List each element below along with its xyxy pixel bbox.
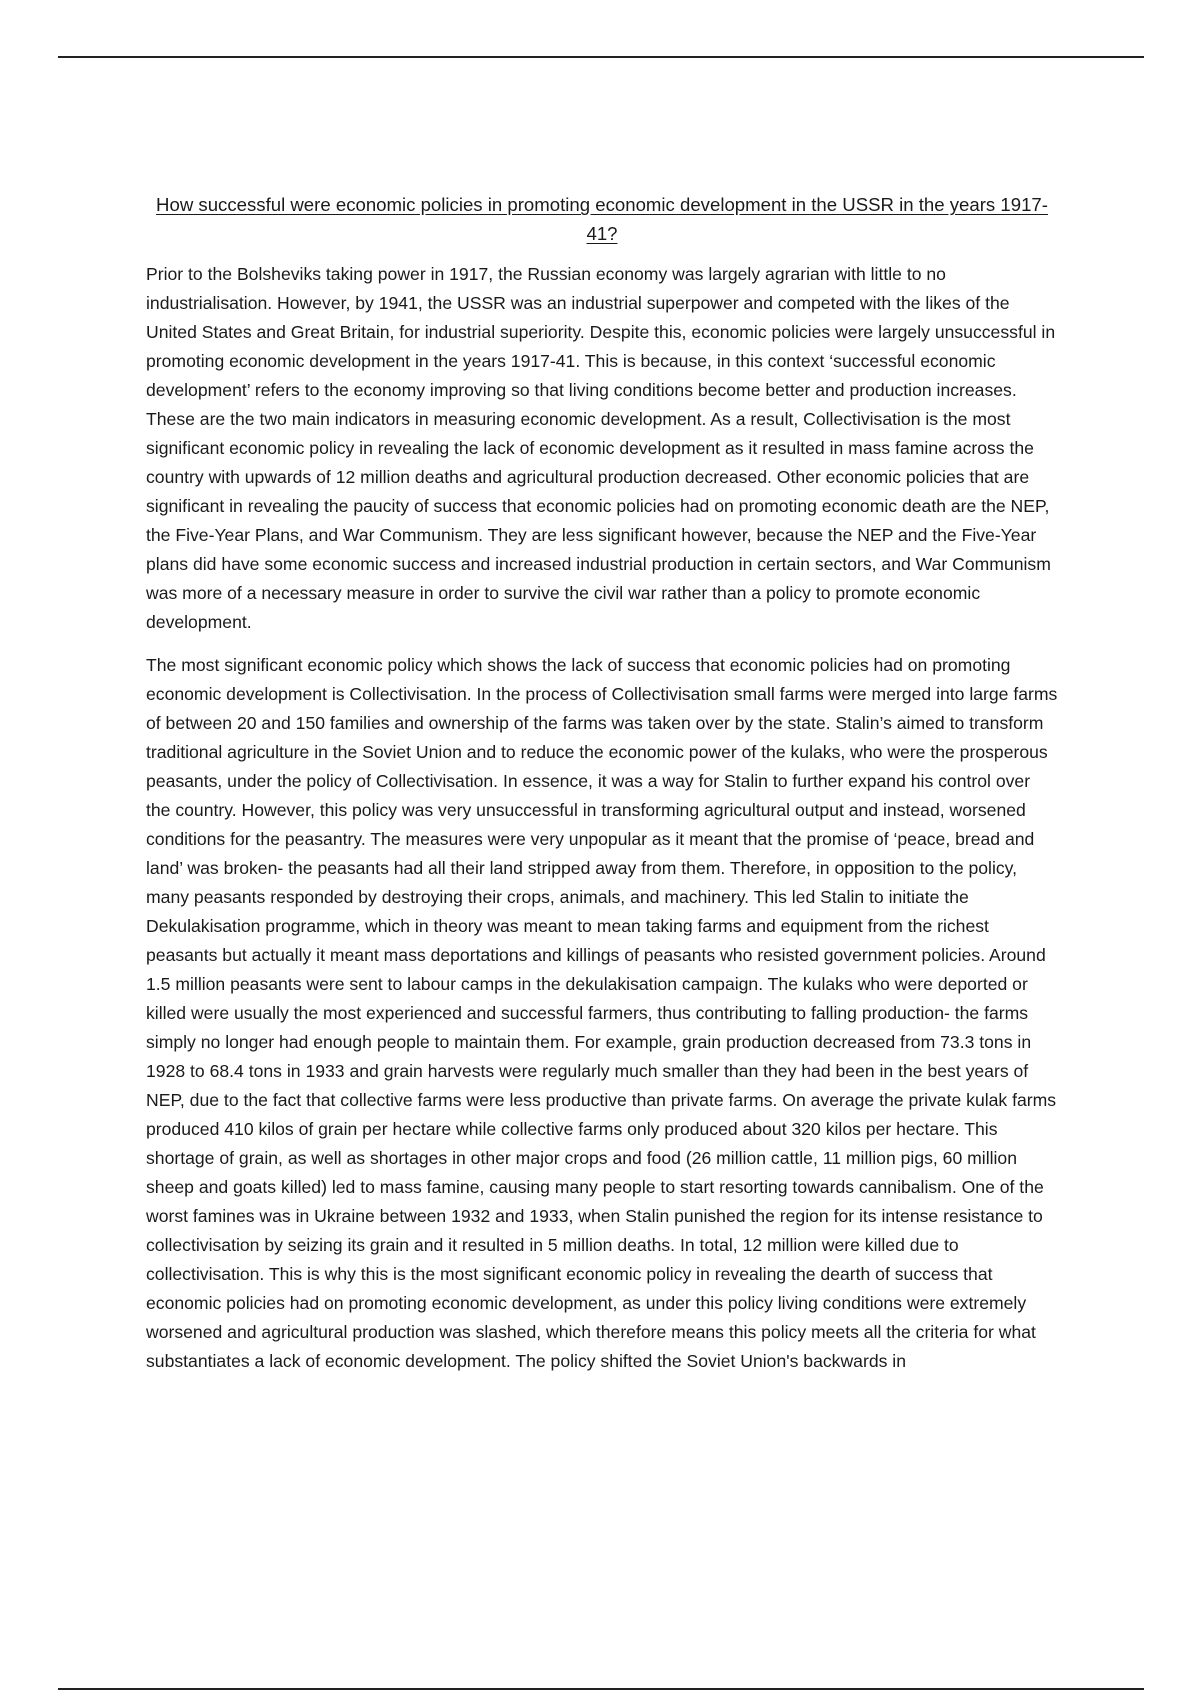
bottom-divider: [58, 1688, 1144, 1690]
top-divider: [58, 56, 1144, 58]
document-body: [146, 190, 1058, 1390]
paragraph-collectivisation: The most significant economic policy which shows the lack of success that economic policies had on promoting economic development is Collectivisation. In the process of Collectivisation small farms were merged into large farms of between 20 and 150 families and ownership of the farms was taken over by the state. Stalin’s aimed to transform traditional agriculture in the Soviet Union and to reduce the economic power of the kulaks, who were the prosperous peasants, under the policy of Collectivisation. In essence, it was a way for Stalin to further expand his control over the country. However, this policy was very unsuccessful in transforming agricultural output and instead, worsened conditions for the peasantry. The measures were very unpopular as it meant that the promise of ‘peace, bread and land’ was broken- the peasants had all their land stripped away from them. Therefore, in opposition to the policy, many peasants responded by destroying their crops, animals, and machinery. This led Stalin to initiate the Dekulakisation programme, which in theory was meant to mean taking farms and equipment from the richest peasants but actually it meant mass deportations and killings of peasants who resisted government policies. Around 1.5 million peasants were sent to labour camps in the dekulakisation campaign. The kulaks who were deported or killed were usually the most experienced and successful farmers, thus contributing to falling production- the farms simply no longer had enough people to maintain them. For example, grain production decreased from 73.3 tons in 1928 to 68.4 tons in 1933 and grain harvests were regularly much smaller than they had been in the best years of NEP, due to the fact that collective farms were less productive than private farms. On average the private kulak farms produced 410 kilos of grain per hectare while collective farms only produced about 320 kilos per hectare. This shortage of grain, as well as shortages in other major crops and food (26 million cattle, 11 million pigs, 60 million sheep and goats killed) led to mass famine, causing many people to start resorting towards cannibalism. One of the worst famines was in Ukraine between 1932 and 1933, when Stalin punished the region for its intense resistance to collectivisation by seizing its grain and it resulted in 5 million deaths. In total, 12 million were killed due to collectivisation. This is why this is the most significant economic policy in revealing the dearth of success that economic policies had on promoting economic development, as under this policy living conditions were extremely worsened and agricultural production was slashed, which therefore means this policy meets all the criteria for what substantiates a lack of economic development. The policy shifted the Soviet Union's backwards in: [146, 655, 1058, 1371]
document-title: How successful were economic policies in promoting economic development in the USSR in the years 1917-41?: [156, 194, 1048, 244]
paragraph-introduction: Prior to the Bolsheviks taking power in 1917, the Russian economy was largely agrarian with little to no industrialisation. However, by 1941, the USSR was an industrial superpower and competed with the likes of the United States and Great Britain, for industrial superiority. Despite this, economic policies were largely unsuccessful in promoting economic development in the years 1917-41. This is because, in this context ‘successful economic development’ refers to the economy improving so that living conditions become better and production increases. These are the two main indicators in measuring economic development. As a result, Collectivisation is the most significant economic policy in revealing the lack of economic development as it resulted in mass famine across the country with upwards of 12 million deaths and agricultural production decreased. Other economic policies that are significant in revealing the paucity of success that economic policies had on promoting economic death are the NEP, the Five-Year Plans, and War Communism. They are less significant however, because the NEP and the Five-Year plans did have some economic success and increased industrial production in certain sectors, and War Communism was more of a necessary measure in order to survive the civil war rather than a policy to promote economic development.: [146, 264, 1056, 632]
